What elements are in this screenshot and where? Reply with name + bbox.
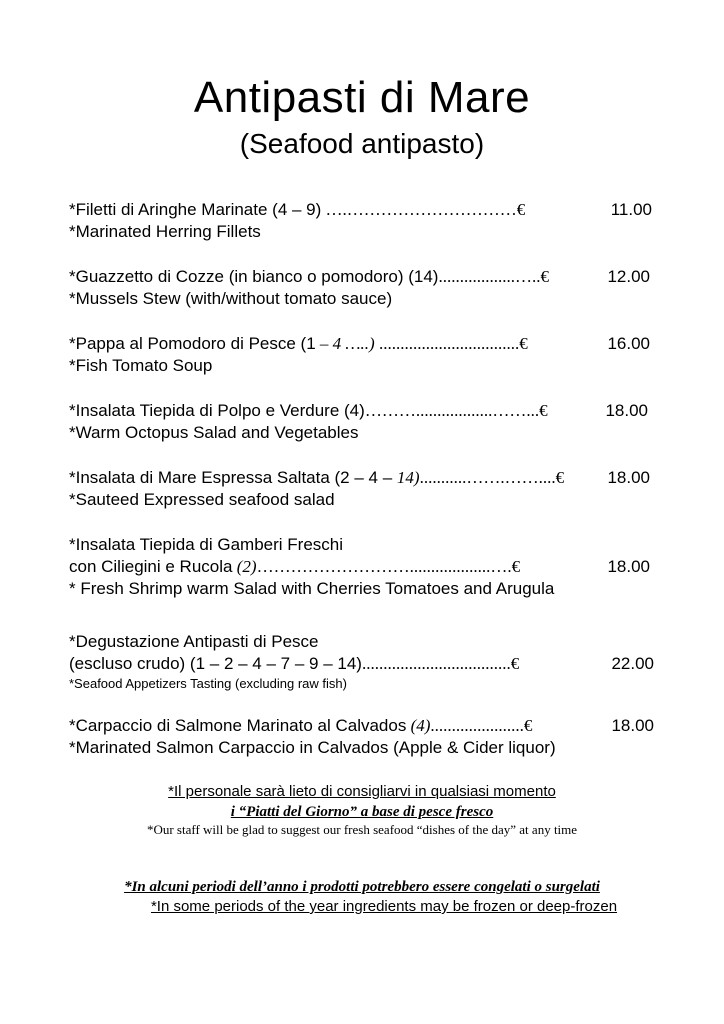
item-name-it: *Carpaccio di Salmone Marinato al Calvados [69,716,407,735]
page-subtitle: (Seafood antipasto) [239,128,485,159]
item-name-it-tail: – 4 …..) [315,334,375,353]
staff-note-it-1: *Il personale sarà lieto di consigliarvi in qualsiasi momento [168,783,556,800]
item-leader: ..................…..€ [438,267,549,286]
item-name-en: * Fresh Shrimp warm Salad with Cherries Tomatoes and Arugula [69,579,555,598]
item-price: 11.00 [610,200,652,219]
item-leader: ...........…….……....€ [419,468,565,487]
item-leader: ………………………...................….€ [256,557,521,576]
item-name-it: *Insalata di Mare Espressa Saltata (2 – 4 – [69,468,397,487]
item-name-it: *Degustazione Antipasti di Pesce [69,632,319,651]
item-name-it: *Insalata Tiepida di Polpo e Verdure (4) [69,401,365,420]
staff-note-en: *Our staff will be glad to suggest our fresh seafood “dishes of the day” at any time [146,822,578,837]
item-name-it-tail: (4) [406,716,431,735]
item-name-en: *Marinated Herring Fillets [69,222,261,241]
item-name-it: *Guazzetto di Cozze (in bianco o pomodoro) (14) [69,267,439,286]
item-name-it: *Filetti di Aringhe Marinate (4 – 9) [69,200,322,219]
item-name-en: *Seafood Appetizers Tasting (excluding raw fish) [69,676,347,691]
frozen-note-en: *In some periods of the year ingredients may be frozen or deep-frozen [150,898,618,915]
item-price: 18.00 [607,557,650,576]
item-name-it-tail: (2) [232,557,257,576]
item-price: 12.00 [607,267,650,286]
item-name-en: *Fish Tomato Soup [69,356,213,375]
item-name-it-2: (escluso crudo) (1 – 2 – 4 – 7 – 9 – 14) [69,654,362,673]
item-name-en: *Warm Octopus Salad and Vegetables [69,423,359,442]
item-leader: ......................€ [430,716,533,735]
item-name-it-2: con Ciliegini e Rucola [69,557,233,576]
item-leader: ….…………………………€ [321,200,526,219]
item-name-en: *Mussels Stew (with/without tomato sauce) [69,289,393,308]
page-title: Antipasti di Mare [193,73,531,122]
item-name-en: *Marinated Salmon Carpaccio in Calvados (Apple & Cider liquor) [69,738,556,757]
item-leader: ...................................€ [361,654,520,673]
item-name-it: *Insalata Tiepida di Gamberi Freschi [69,535,344,554]
item-name-it: *Pappa al Pomodoro di Pesce (1 [69,334,316,353]
item-price: 18.00 [607,468,650,487]
staff-note-it-2: i “Piatti del Giorno” a base di pesce fresco [230,804,494,820]
item-price: 18.00 [605,401,648,420]
item-price: 22.00 [611,654,654,673]
item-leader: .................................€ [374,334,528,353]
item-leader: ………..................……...€ [364,401,548,420]
item-price: 18.00 [611,716,654,735]
item-name-en: *Sauteed Expressed seafood salad [69,490,335,509]
item-name-it-tail: 14) [396,468,420,487]
item-price: 16.00 [607,334,650,353]
frozen-note-it: *In alcuni periodi dell’anno i prodotti potrebbero essere congelati o surgelati [124,879,600,895]
